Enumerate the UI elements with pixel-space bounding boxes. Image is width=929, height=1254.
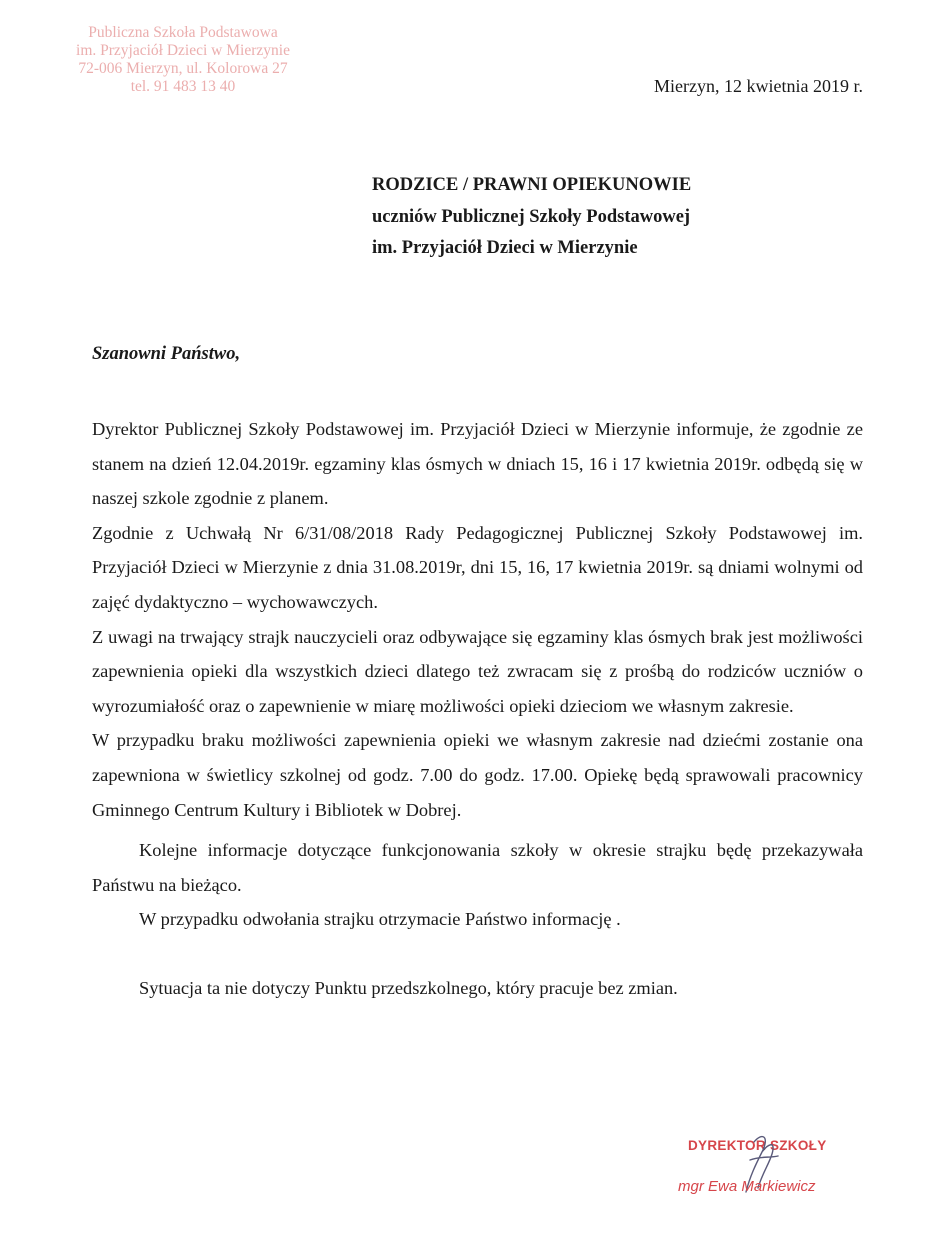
stamp-line: tel. 91 483 13 40 <box>130 78 236 95</box>
body-paragraph: W przypadku braku możliwości zapewnienia opieki we własnym zakresie nad dziećmi zostanie ona zapewniona w świetlicy szkolnej od godz. 7.00 do godz. 17.00. Opiekę będą sprawowali pracownicy Gminnego Centrum Kultury i Bibliotek w Dobrej. <box>92 730 863 820</box>
closing-note: Sytuacja ta nie dotyczy Punktu przedszkolnego, który pracuje bez zmian. <box>139 977 678 998</box>
addressee-line: RODZICE / PRAWNI OPIEKUNOWIE <box>372 175 692 195</box>
signature-name: mgr Ewa Markiewicz <box>678 1178 816 1195</box>
signature-title: DYREKTOR SZKOŁY <box>688 1138 827 1153</box>
body-paragraph: Z uwagi na trwający strajk nauczycieli oraz odbywające się egzaminy klas ósmych brak jest możliwości zapewnienia opieki dla wszystkich dzieci dlatego też zwracam się z prośbą do rodziców uczniów o wyrozumiałość oraz o zapewnienie w miarę możliwości opieki dzieciom we własnym zakresie. <box>92 626 863 716</box>
letter-date: Mierzyn, 12 kwietnia 2019 r. <box>654 76 863 96</box>
salutation: Szanowni Państwo, <box>92 344 241 364</box>
stamp-line: Publiczna Szkoła Podstawowa <box>88 24 278 41</box>
school-stamp <box>58 24 308 96</box>
addressee-block <box>372 170 691 265</box>
addressee-line: im. Przyjaciół Dzieci w Mierzynie <box>372 238 638 258</box>
body-paragraph: Zgodnie z Uchwałą Nr 6/31/08/2018 Rady Pedagogicznej Publicznej Szkoły Podstawowej im. Przyjaciół Dzieci w Mierzynie z dnia 31.08.2019r, dni 15, 16, 17 kwietnia 2019r. są dniami wolnymi od zajęć dydaktyczno – wychowawczych. <box>92 522 863 612</box>
stamp-line: im. Przyjaciół Dzieci w Mierzynie <box>76 42 290 59</box>
body-paragraph: Dyrektor Publicznej Szkoły Podstawowej im. Przyjaciół Dzieci w Mierzynie informuje, że zgodnie ze stanem na dzień 12.04.2019r. egzaminy klas ósmych w dniach 15, 16 i 17 kwietnia 2019r. odbędą się w naszej szkole zgodnie z planem. <box>92 419 863 509</box>
body-paragraph: Kolejne informacje dotyczące funkcjonowania szkoły w okresie strajku będę przekazywała Państwu na bieżąco. <box>92 840 863 895</box>
letter-body <box>92 412 863 1006</box>
body-paragraph: W przypadku odwołania strajku otrzymacie Państwo informację . <box>139 909 621 930</box>
addressee-line: uczniów Publicznej Szkoły Podstawowej <box>372 206 691 227</box>
stamp-line: 72-006 Mierzyn, ul. Kolorowa 27 <box>78 60 288 77</box>
